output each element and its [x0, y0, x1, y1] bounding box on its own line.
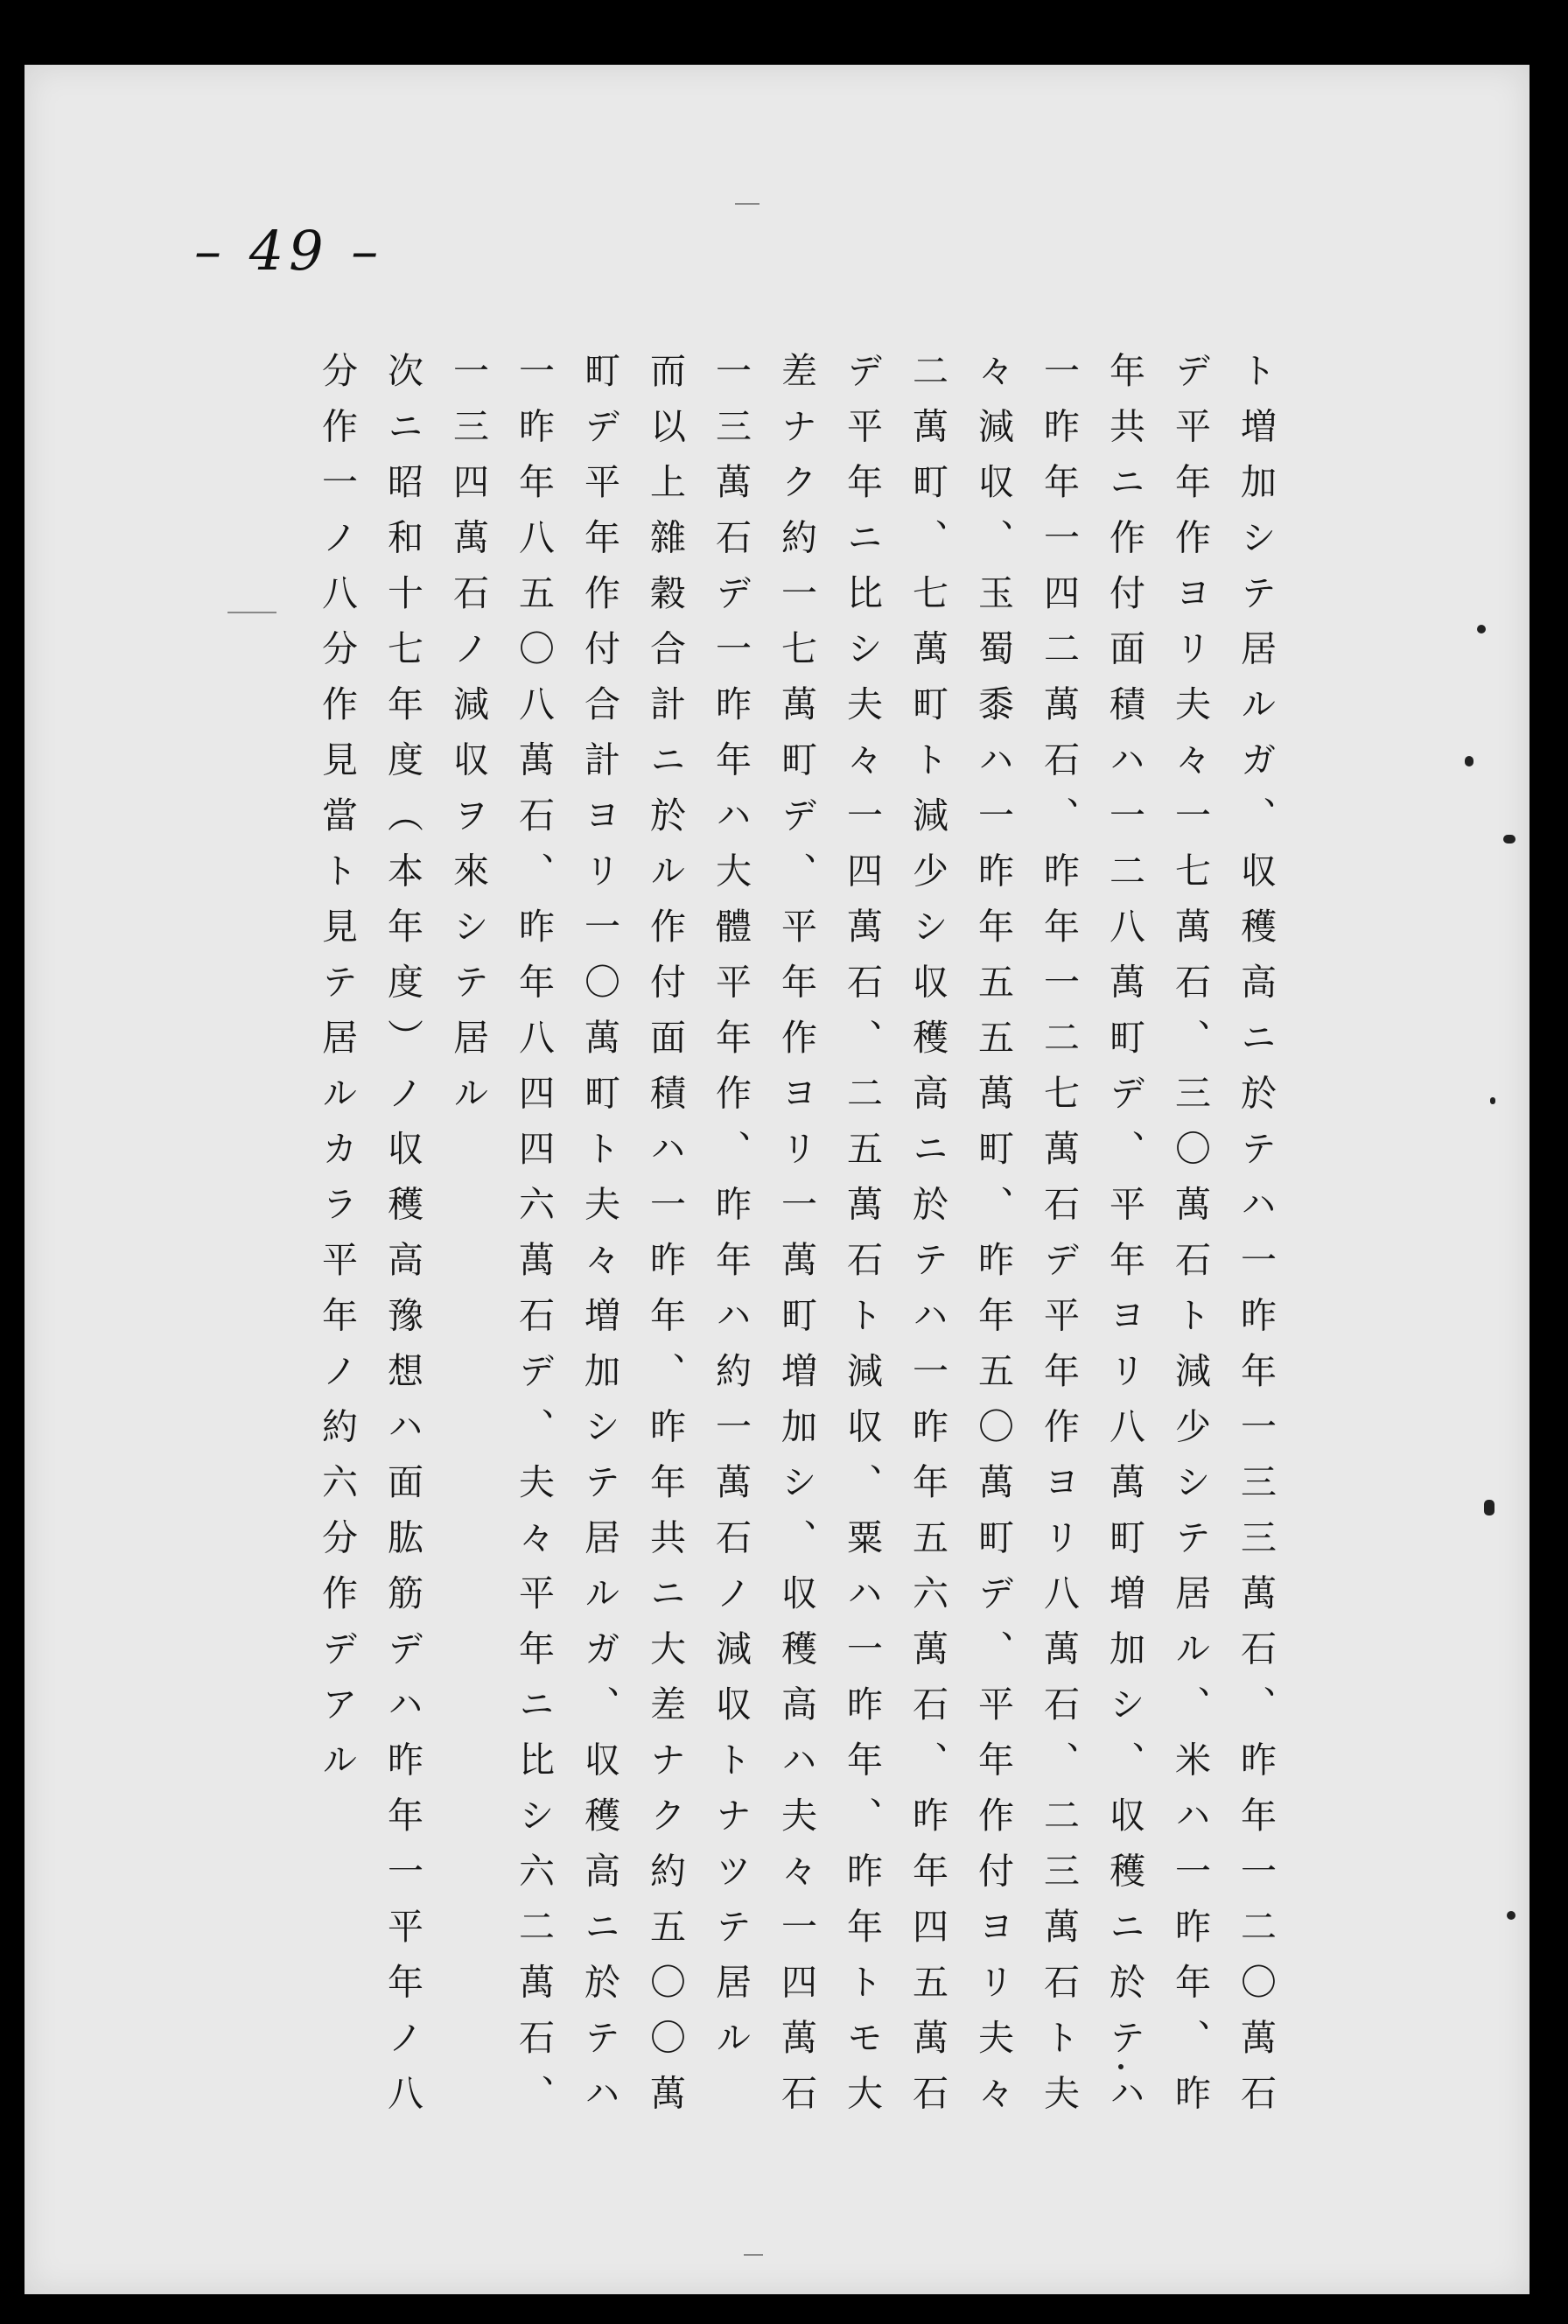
- text-line: 々減収、玉蜀黍ハ一昨年五五萬町、昨年五〇萬町デ、平年作付ヨリ夫々: [972, 352, 1014, 2130]
- text-line: 一三萬石デ一昨年ハ大體平年作、昨年ハ約一萬石ノ減収トナツテ居ル: [710, 352, 752, 2075]
- scan-speck: [1465, 756, 1474, 766]
- text-line: 次ニ昭和十七年度（本年度）ノ収穫高豫想ハ面肱筋デハ昨年一平年ノ八: [382, 352, 424, 2130]
- text-line: 町デ平年作付合計ヨリ一〇萬町ト夫々増加シテ居ルガ、収穫高ニ於テハ: [578, 352, 620, 2130]
- text-line: 年共ニ作付面積ハ一二八萬町デ、平年ヨリ八萬町増加シ、収穫ニ於テハ: [1103, 352, 1145, 2130]
- body-text: [304, 352, 1288, 2154]
- margin-tick: [735, 203, 760, 205]
- margin-tick: [228, 612, 276, 613]
- margin-tick: [744, 2254, 763, 2256]
- text-line: デ平年ニ比シ夫々一四萬石、二五萬石ト減収、粟ハ一昨年、昨年トモ大: [841, 352, 883, 2130]
- text-line: ト増加シテ居ルガ、収穫高ニ於テハ一昨年一三三萬石、昨年一二〇萬石: [1235, 352, 1277, 2130]
- text-line: デ平年作ヨリ夫々一七萬石、三〇萬石ト減少シテ居ル、米ハ一昨年、昨: [1169, 352, 1211, 2130]
- scan-speck: [1484, 1500, 1494, 1516]
- text-line: 一昨年八五〇八萬石、昨年八四四六萬石デ、夫々平年ニ比シ六二萬石、: [513, 352, 555, 2130]
- scan-speck: [1503, 835, 1516, 844]
- page-number: – 49 –: [194, 219, 384, 283]
- text-line: 而以上雜穀合計ニ於ル作付面積ハ一昨年、昨年共ニ大差ナク約五〇〇萬: [644, 352, 686, 2130]
- text-line: 差ナク約一七萬町デ、平年作ヨリ一萬町増加シ、収穫高ハ夫々一四萬石: [775, 352, 817, 2130]
- text-line: 一昨年一四二萬石、昨年一二七萬石デ平年作ヨリ八萬石、二三萬石ト夫: [1038, 352, 1080, 2130]
- text-line: 分作一ノ八分作見當ト見テ居ルカラ平年ノ約六分作デアル: [316, 352, 358, 1796]
- scan-speck: [1490, 1097, 1495, 1104]
- scan-speck: [1477, 625, 1486, 634]
- text-line: 一三四萬石ノ減収ヲ來シテ居ル: [447, 352, 489, 1130]
- scan-speck: [1507, 1911, 1516, 1920]
- text-line: 二萬町、七萬町ト減少シ収穫高ニ於テハ一昨年五六萬石、昨年四五萬石: [906, 352, 948, 2130]
